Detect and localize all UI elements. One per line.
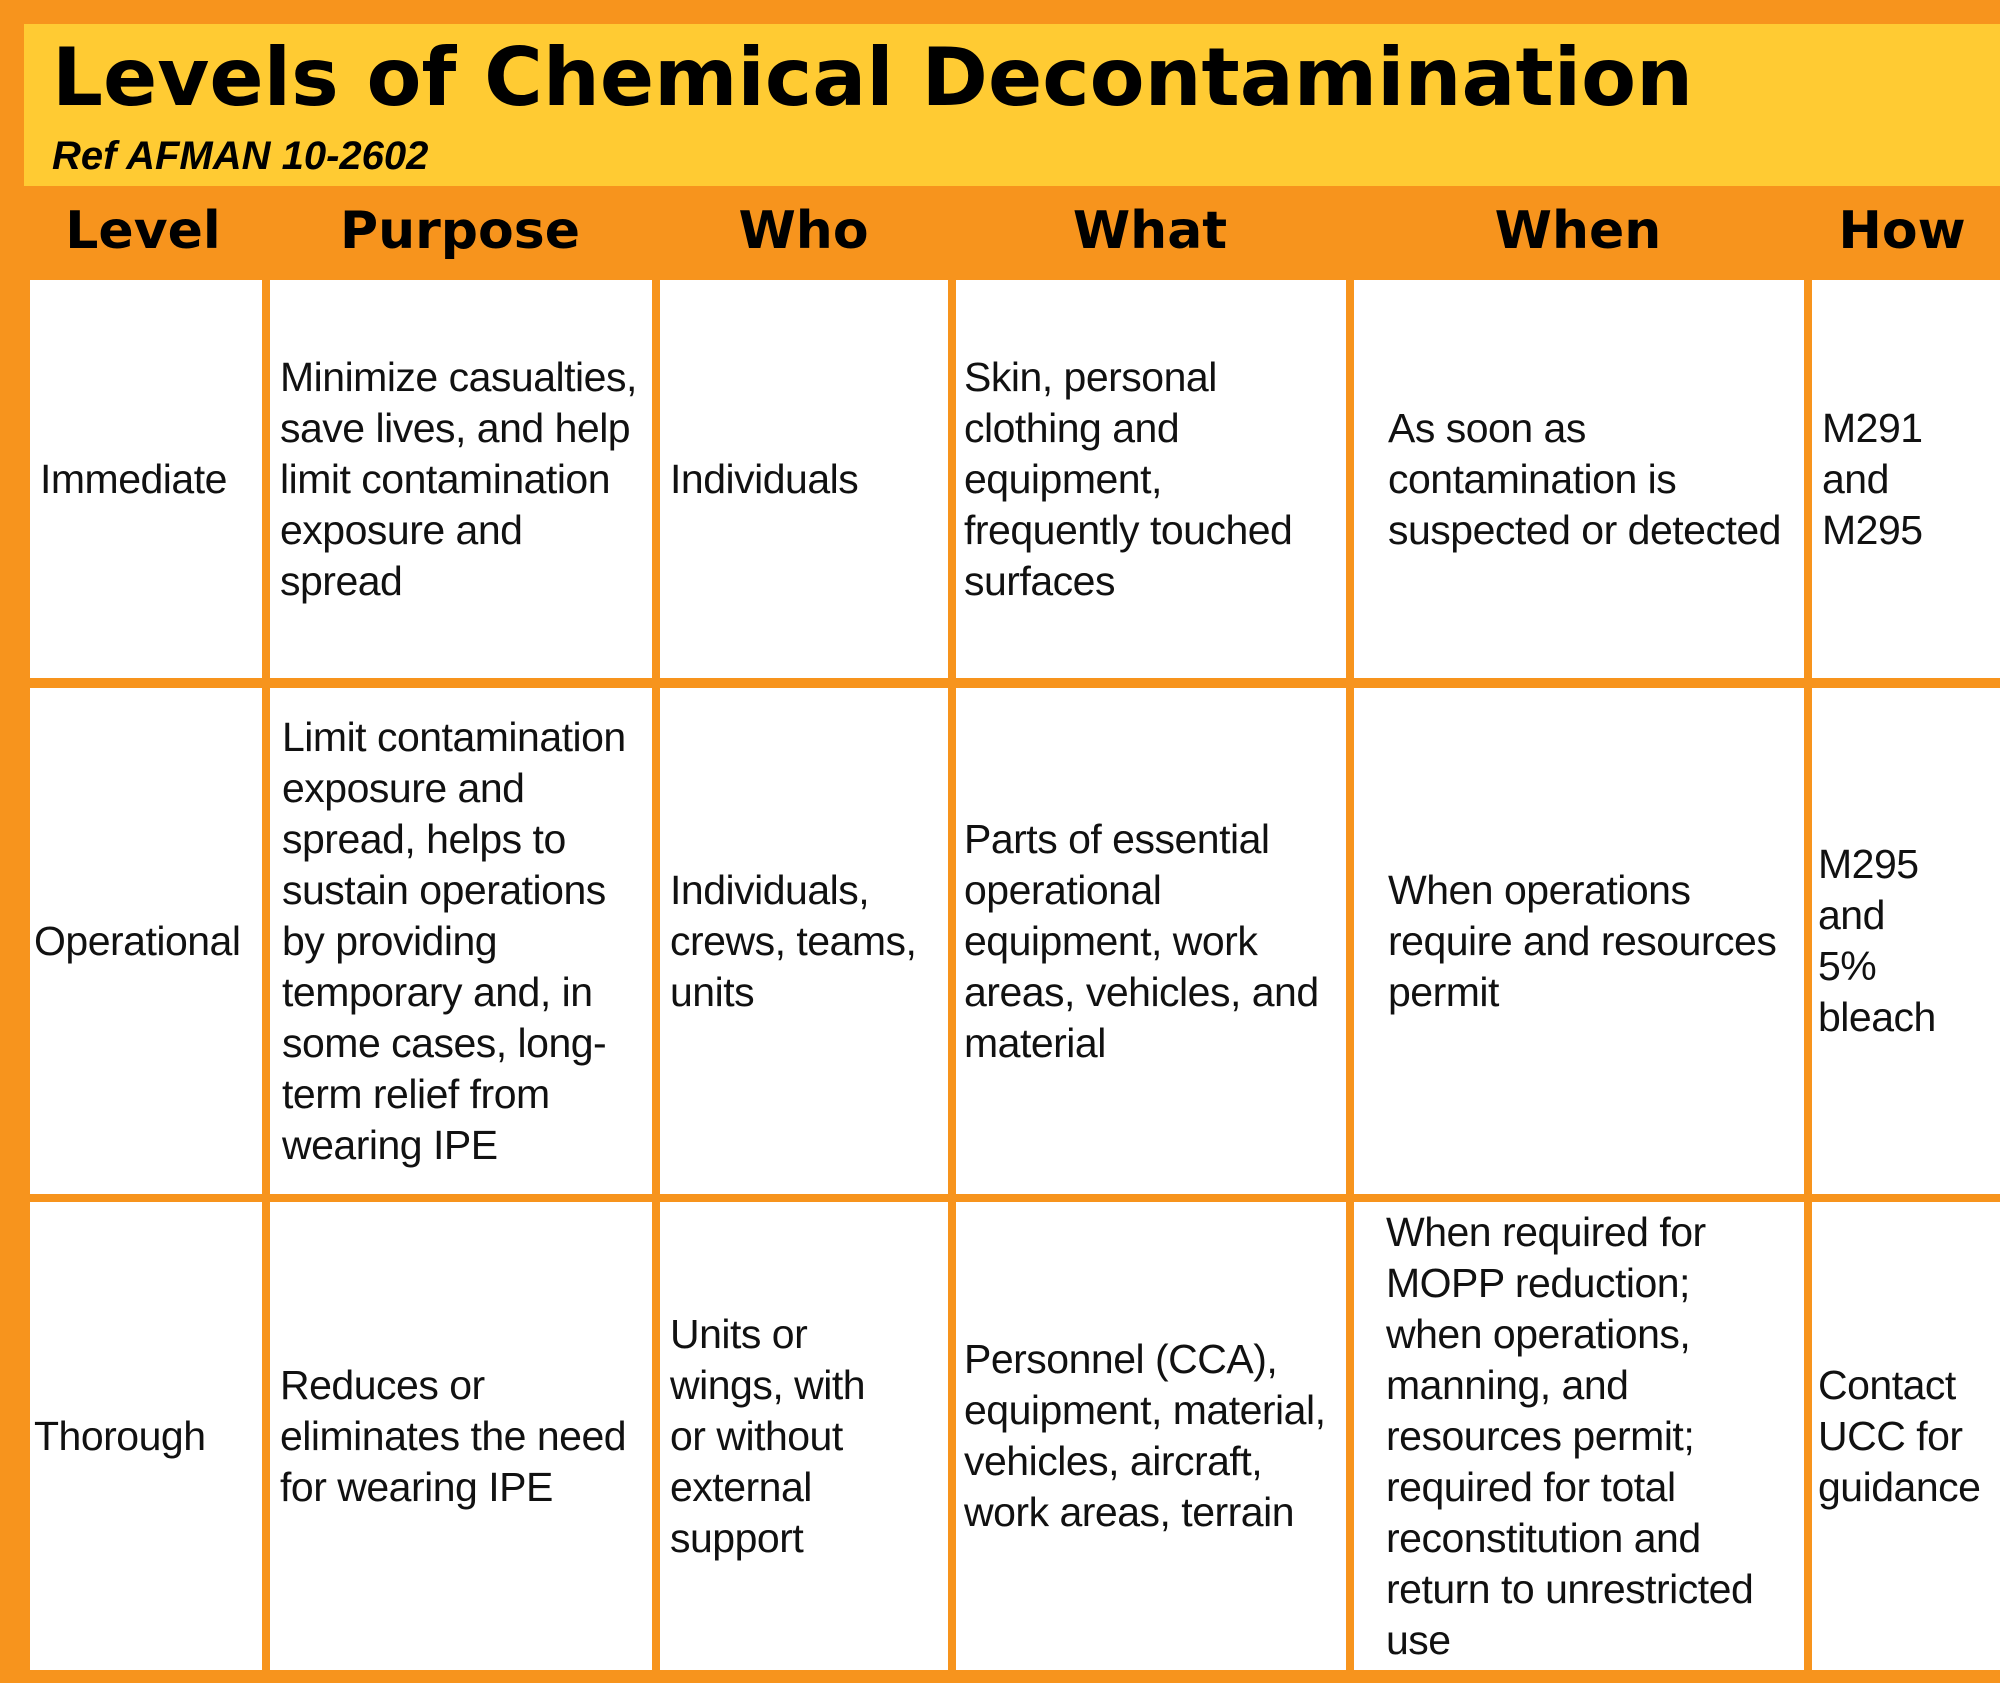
header-what: What — [1072, 201, 1228, 261]
row-immediate-purpose — [270, 280, 652, 678]
cell-text: Personnel (CCA), equipment, material, vehicles, aircraft, work areas, terrain — [964, 1336, 1326, 1535]
reference-subtitle: Ref AFMAN 10-2602 — [52, 134, 429, 178]
cell-text: Thorough — [34, 1412, 206, 1459]
cell-text: Contact UCC for guidance — [1818, 1361, 1981, 1510]
page-title: Levels of Chemical Decontamination — [52, 31, 1694, 124]
cell-text: Individuals — [670, 455, 859, 502]
cell-text: Limit contamination exposure and spread, helps to sustain operations by providing temporary and, in some cases, long- term relief from wearing IPE — [282, 713, 626, 1168]
row-operational-how — [1812, 688, 2000, 1194]
header-who: Who — [738, 201, 869, 261]
row-immediate-how — [1812, 280, 2000, 678]
row-operational-purpose — [270, 688, 652, 1194]
row-immediate-who — [660, 280, 948, 678]
header-how: How — [1838, 201, 1966, 261]
row-operational-who — [660, 688, 948, 1194]
cell-text: Units or wings, with or without external support — [670, 1310, 866, 1561]
cell-text: Operational — [34, 917, 241, 964]
header-purpose: Purpose — [340, 201, 580, 261]
header-level: Level — [65, 201, 221, 261]
cell-text: Individuals, crews, teams, units — [670, 866, 917, 1015]
title-band — [24, 24, 2000, 186]
cell-text: When operations require and resources permit — [1388, 866, 1777, 1015]
row-immediate-what — [956, 280, 1346, 678]
row-thorough-what — [956, 1202, 1346, 1670]
row-thorough-who — [660, 1202, 948, 1670]
row-thorough-level — [30, 1202, 262, 1670]
row-thorough-when — [1354, 1202, 1804, 1670]
cell-text: Minimize casualties, save lives, and help limit contamination exposure and spread — [280, 353, 637, 604]
row-thorough-how — [1812, 1202, 2000, 1670]
row-immediate-level — [30, 280, 262, 678]
cell-text: Skin, personal clothing and equipment, frequently touched surfaces — [964, 353, 1293, 604]
row-operational-level — [30, 688, 262, 1194]
cell-text: When required for MOPP reduction; when operations, manning, and resources permit; required for total reconstitution and return to unrestricted use — [1386, 1208, 1754, 1663]
cell-text: M295 and 5% bleach — [1818, 841, 1936, 1040]
cell-text: M291 and M295 — [1822, 404, 1923, 553]
row-immediate-when — [1354, 280, 1804, 678]
cell-text: Reduces or eliminates the need for wearing IPE — [280, 1361, 627, 1510]
row-operational-when — [1354, 688, 1804, 1194]
row-thorough-purpose — [270, 1202, 652, 1670]
cell-text: As soon as contamination is suspected or detected — [1388, 404, 1781, 553]
cell-text: Parts of essential operational equipment, work areas, vehicles, and material — [964, 815, 1319, 1066]
cell-text: Immediate — [40, 455, 227, 502]
row-operational-what — [956, 688, 1346, 1194]
header-when: When — [1494, 201, 1662, 261]
